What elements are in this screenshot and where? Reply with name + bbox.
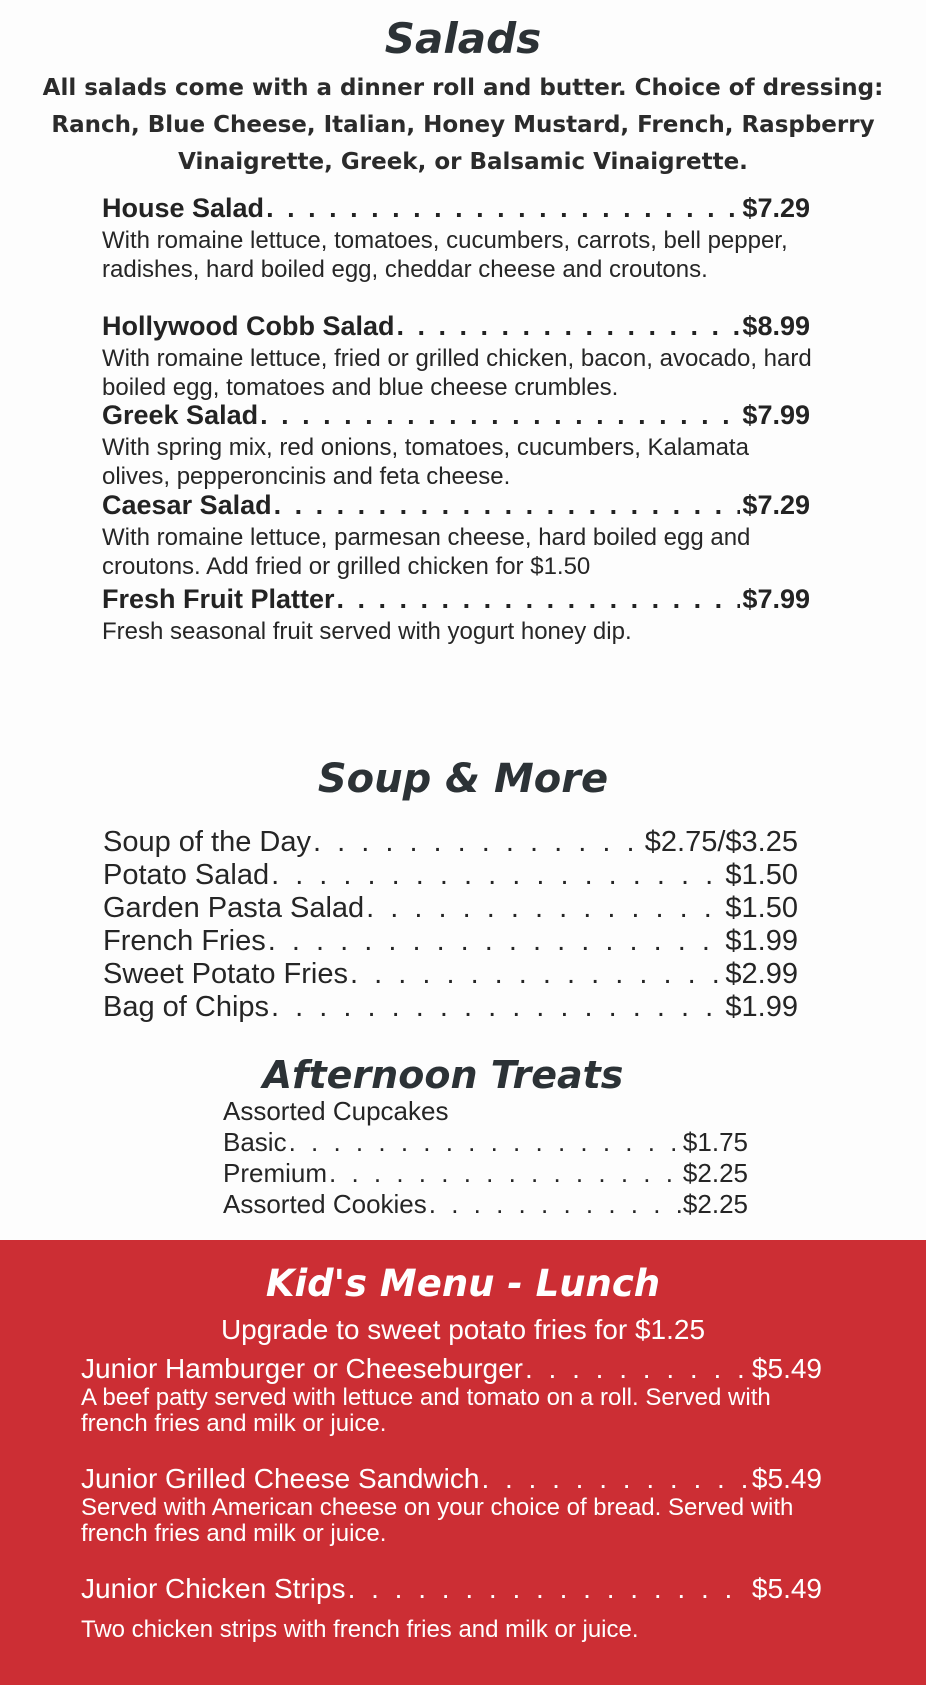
item-price: $1.99 [725,991,798,1023]
menu-item [103,925,798,958]
menu-item [103,991,798,1024]
dot-leader [271,859,723,892]
menu-item [103,859,798,892]
menu-item [223,1189,748,1220]
item-price: $5.49 [751,1573,822,1604]
item-name: Basic [223,1127,287,1157]
item-price: $1.50 [725,859,798,891]
item-description: Two chicken strips with french fries and milk or juice. [81,1616,639,1643]
item-name: Assorted Cookies [223,1189,427,1219]
dot-leader [260,400,740,431]
menu-item [103,892,798,925]
item-price: $7.29 [742,490,810,520]
dot-leader [348,1573,750,1605]
menu-item [223,1158,748,1189]
menu-item [102,490,810,521]
salads-intro: All salads come with a dinner roll and butter. Choice of dressing: Ranch, Blue Cheese, Italian, Honey Mustard, French, Raspberry Vinaigrette, Greek, or Balsamic Vinaigrette. [42,75,884,175]
item-name: Garden Pasta Salad [103,892,365,924]
item-price: $1.50 [725,892,798,924]
dot-leader [397,311,741,342]
item-description: With spring mix, red onions, tomatoes, cucumbers, Kalamata olives, pepperoncinis and feta cheese. [102,434,749,490]
item-description: Fresh seasonal fruit served with yogurt honey dip. [102,618,632,645]
dot-leader [274,490,741,521]
soup-title: Soup & More [317,756,609,802]
menu-item [103,826,798,859]
dot-leader [313,826,643,859]
item-description: With romaine lettuce, fried or grilled chicken, bacon, avocado, hard boiled egg, tomatoes and blue cheese crumbles. [102,345,812,401]
item-price: $2.25 [682,1158,748,1188]
dot-leader [350,958,723,991]
item-name: Premium [223,1158,328,1188]
kids-title: Kid's Menu - Lunch [265,1262,661,1305]
item-price: $1.75 [682,1127,748,1157]
dot-leader [481,1463,749,1495]
dot-leader [271,991,723,1024]
item-description: Served with American cheese on your choice of bread. Served with french fries and milk or juice. [81,1494,794,1547]
dot-leader [337,584,741,615]
menu-item [81,1463,822,1495]
item-description: With romaine lettuce, tomatoes, cucumbers, carrots, bell pepper, radishes, hard boiled egg, cheddar cheese and croutons. [102,227,788,283]
item-name: Bag of Chips [103,991,270,1023]
dot-leader [268,925,724,958]
item-price: $7.99 [742,584,810,614]
item-price: $2.25 [682,1189,748,1219]
item-name: Greek Salad [102,400,259,430]
menu-item [81,1573,822,1605]
dot-leader [329,1158,681,1189]
item-name: Fresh Fruit Platter [102,584,335,614]
item-name: Junior Chicken Strips [81,1573,346,1604]
salads-title: Salads [384,14,542,63]
dot-leader [289,1127,681,1158]
menu-item [102,193,810,224]
dot-leader [266,193,740,224]
treats-title: Afternoon Treats [262,1053,624,1097]
menu-item [102,584,810,615]
dot-leader [525,1353,750,1385]
dot-leader [429,1189,681,1220]
menu-item [103,958,798,991]
item-description: A beef patty served with lettuce and tomato on a roll. Served with french fries and milk or juice. [81,1384,771,1437]
kids-upgrade-note: Upgrade to sweet potato fries for $1.25 [220,1314,706,1345]
kids-section [0,1240,926,1685]
item-price: $8.99 [742,311,810,341]
menu-item [223,1127,748,1158]
item-name: Sweet Potato Fries [103,958,348,990]
treats-heading: Assorted Cupcakes [223,1096,449,1126]
item-price: $7.99 [742,400,810,430]
dot-leader [366,892,723,925]
item-description: With romaine lettuce, parmesan cheese, hard boiled egg and croutons. Add fried or grilled chicken for $1.50 [102,524,751,580]
menu-item [81,1353,822,1385]
item-price: $5.49 [751,1463,822,1494]
menu-item [102,311,810,342]
item-name: French Fries [103,925,266,957]
item-price: $5.49 [751,1353,822,1384]
item-name: Hollywood Cobb Salad [102,311,395,341]
item-price: $2.99 [725,958,798,990]
item-price: $1.99 [725,925,798,957]
item-name: Junior Grilled Cheese Sandwich [81,1463,480,1494]
item-name: Junior Hamburger or Cheeseburger [81,1353,523,1384]
item-name: Potato Salad [103,859,270,891]
item-name: House Salad [102,193,265,223]
item-price: $7.29 [742,193,810,223]
item-name: Soup of the Day [103,826,311,858]
menu-item [102,400,810,431]
item-price: $2.75/$3.25 [644,826,798,858]
item-name: Caesar Salad [102,490,272,520]
